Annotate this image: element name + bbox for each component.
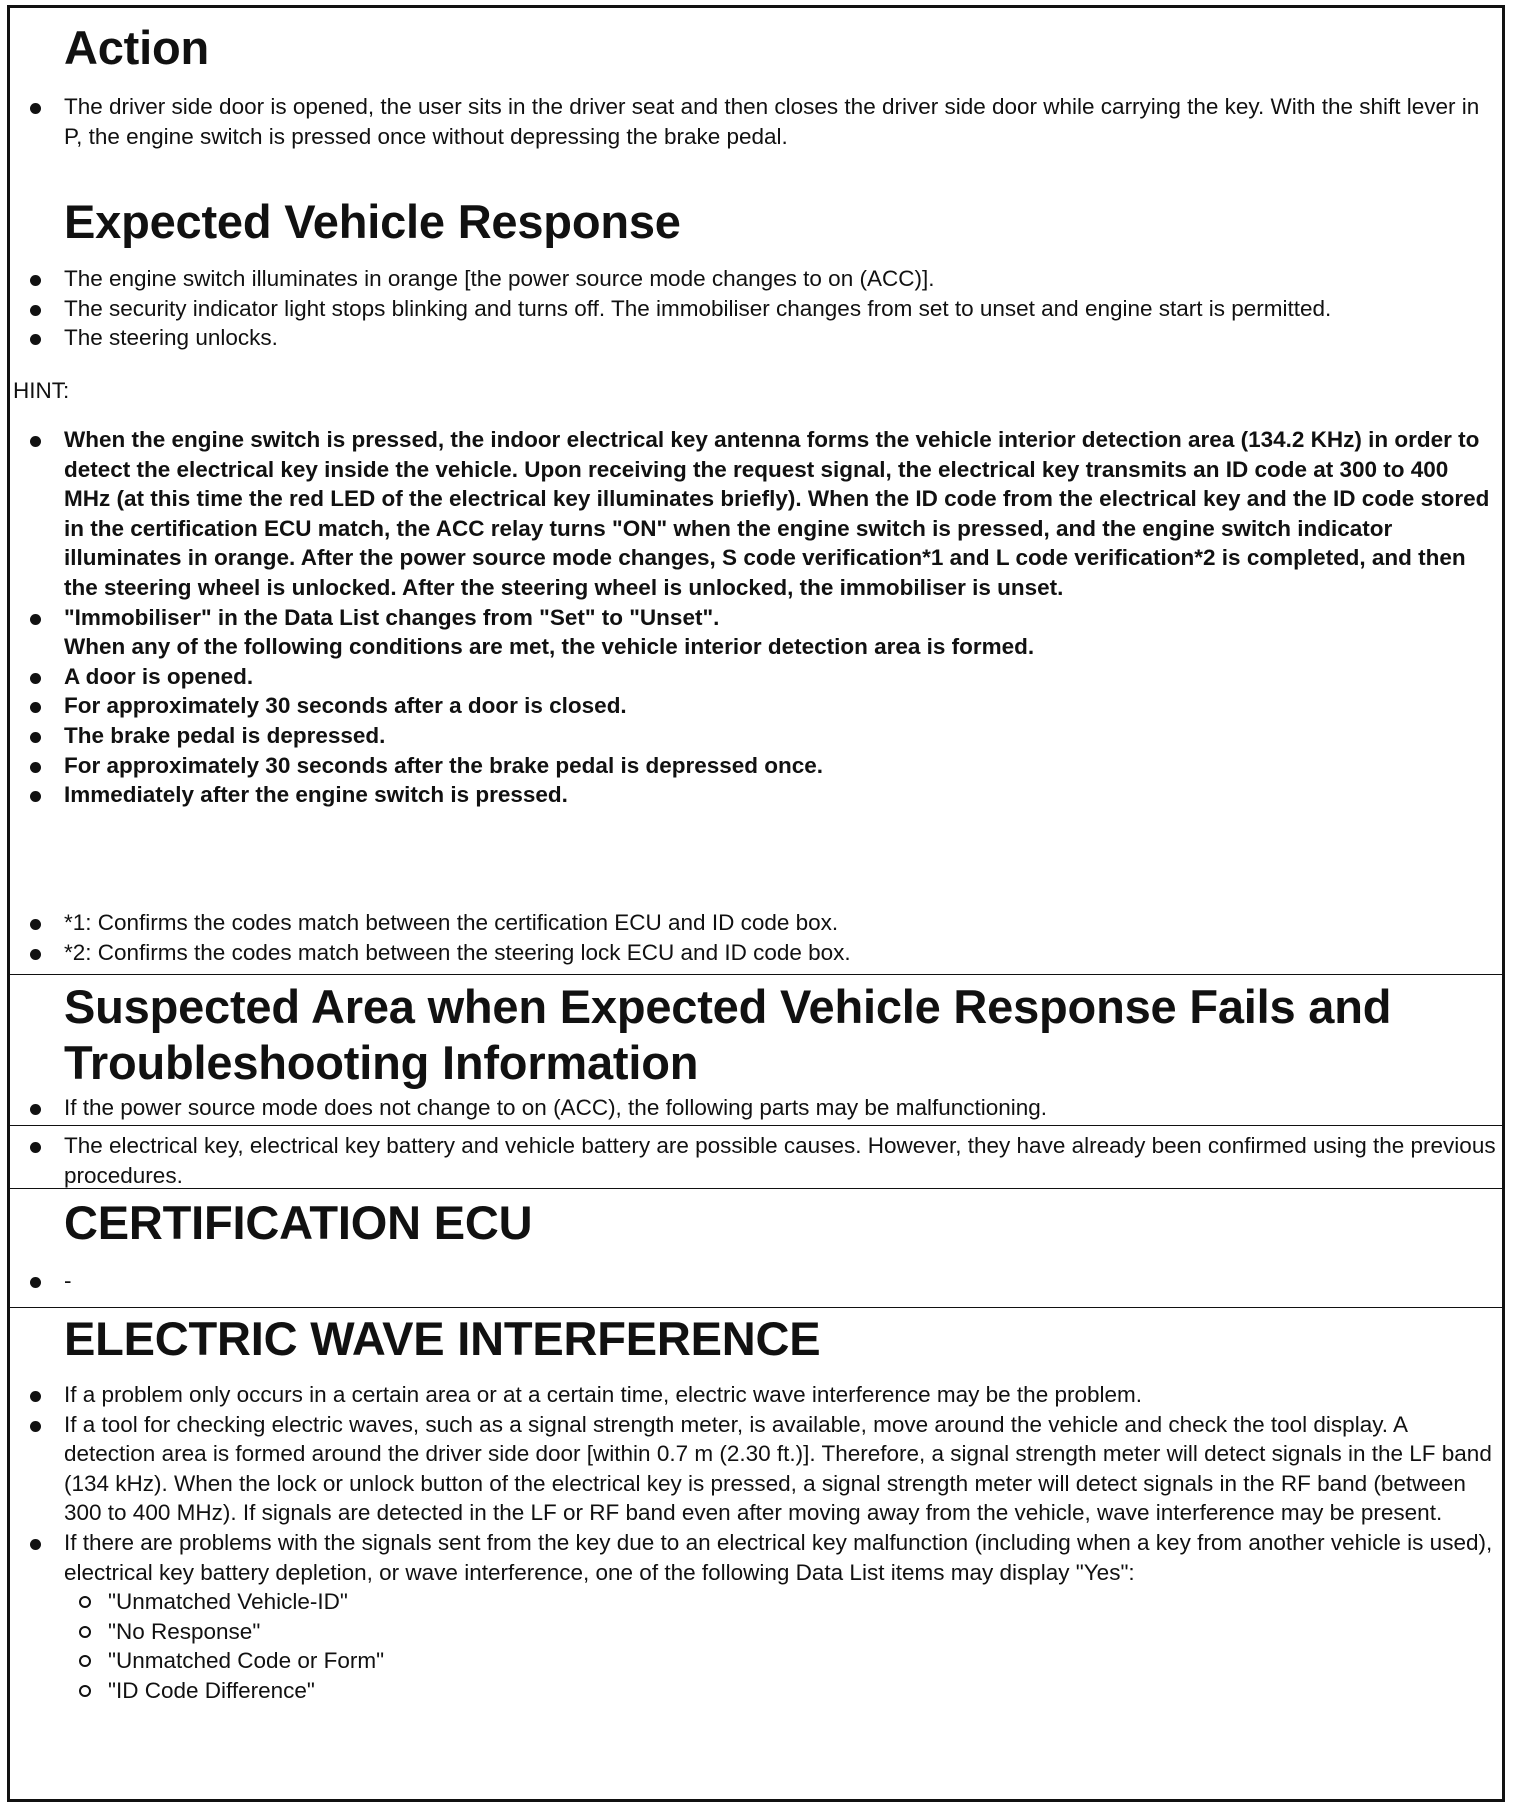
list-item bbox=[10, 603, 1502, 662]
list-item: For approximately 30 seconds after the brake pedal is depressed once. bbox=[10, 751, 1502, 781]
data-list-items bbox=[64, 1587, 1496, 1705]
list-item: If a problem only occurs in a certain area or at a certain time, electric wave interference may be the problem. bbox=[10, 1380, 1502, 1410]
suspected-causes-list bbox=[10, 1131, 1502, 1190]
footnote-item: *1: Confirms the codes match between the certification ECU and ID code box. bbox=[10, 908, 1502, 938]
list-item: If a tool for checking electric waves, such as a signal strength meter, is available, move around the vehicle and check the tool display. A detection area is formed around the driver side door [within 0.7 m (2.30 ft.)]. Therefore, a signal strength meter will detect signals in the LF band (134 kHz). When the lock or unlock button of the electrical key is pressed, a signal strength meter will detect signals in the RF band (between 300 to 400 MHz). If signals are detected in the LF or RF band even after moving away from the vehicle, wave interference may be present. bbox=[10, 1410, 1502, 1528]
action-heading: Action bbox=[64, 21, 210, 74]
list-item-text: If there are problems with the signals sent from the key due to an electrical key malfunction (including when a key from another vehicle is used), electrical key battery depletion, or wave interference, one of the following Data List items may display "Yes": bbox=[64, 1529, 1493, 1585]
list-item: - bbox=[10, 1266, 1502, 1296]
suspected-area-section bbox=[10, 974, 1502, 1125]
certification-ecu-section bbox=[10, 1188, 1502, 1307]
list-item: The brake pedal is depressed. bbox=[10, 721, 1502, 751]
document-frame bbox=[7, 5, 1505, 1802]
list-item: The security indicator light stops blinking and turns off. The immobiliser changes from set to unset and engine start is permitted. bbox=[10, 294, 1502, 324]
hint-item-line: "Immobiliser" in the Data List changes from "Set" to "Unset". bbox=[64, 604, 720, 630]
suspected-area-heading bbox=[10, 979, 1391, 1091]
list-item: Immediately after the engine switch is pressed. bbox=[10, 780, 1502, 810]
sub-list-item: "ID Code Difference" bbox=[64, 1676, 1496, 1706]
list-item: If the power source mode does not change to on (ACC), the following parts may be malfunctioning. bbox=[10, 1093, 1502, 1123]
electric-wave-list bbox=[10, 1380, 1502, 1706]
list-item: The steering unlocks. bbox=[10, 323, 1502, 353]
expected-response-heading: Expected Vehicle Response bbox=[64, 195, 681, 248]
list-item: For approximately 30 seconds after a door is closed. bbox=[10, 691, 1502, 721]
sub-list-item: "Unmatched Vehicle-ID" bbox=[64, 1587, 1496, 1617]
list-item: The driver side door is opened, the user sits in the driver seat and then closes the driver side door while carrying the key. With the shift lever in P, the engine switch is pressed once without depressing the brake pedal. bbox=[10, 92, 1502, 151]
list-item: When the engine switch is pressed, the indoor electrical key antenna forms the vehicle interior detection area (134.2 KHz) in order to detect the electrical key inside the vehicle. Upon receiving the request signal, the electrical key transmits an ID code at 300 to 400 MHz (at this time the red LED of the electrical key illuminates briefly). When the ID code from the electrical key and the ID code stored in the certification ECU match, the ACC relay turns "ON" when the engine switch is pressed, and the engine switch indicator illuminates in orange. After the power source mode changes, S code verification*1 and L code verification*2 is completed, and then the steering wheel is unlocked. After the steering wheel is unlocked, the immobiliser is unset. bbox=[10, 425, 1502, 603]
sub-list-item: "Unmatched Code or Form" bbox=[64, 1646, 1496, 1676]
suspected-causes-section bbox=[10, 1125, 1502, 1188]
suspected-area-list bbox=[10, 1093, 1502, 1123]
heading-line: Suspected Area when Expected Vehicle Response Fails and bbox=[64, 980, 1392, 1033]
certification-ecu-list bbox=[10, 1266, 1502, 1296]
list-item bbox=[10, 1528, 1502, 1706]
footnote-list bbox=[10, 908, 1502, 967]
list-item: The engine switch illuminates in orange [the power source mode changes to on (ACC)]. bbox=[10, 264, 1502, 294]
electric-wave-heading: ELECTRIC WAVE INTERFERENCE bbox=[64, 1312, 821, 1365]
hint-list bbox=[10, 425, 1502, 810]
sub-list-item: "No Response" bbox=[64, 1617, 1496, 1647]
list-item: The electrical key, electrical key battery and vehicle battery are possible causes. However, they have already been confirmed using the previous procedures. bbox=[10, 1131, 1502, 1190]
list-item: A door is opened. bbox=[10, 662, 1502, 692]
expected-response-section bbox=[10, 190, 1502, 974]
hint-label: HINT: bbox=[13, 378, 70, 403]
expected-response-list bbox=[10, 264, 1502, 353]
footnote-item: *2: Confirms the codes match between the steering lock ECU and ID code box. bbox=[10, 938, 1502, 968]
electric-wave-section bbox=[10, 1307, 1502, 1788]
action-section bbox=[10, 8, 1502, 190]
certification-ecu-heading: CERTIFICATION ECU bbox=[64, 1196, 533, 1249]
hint-item-line: When any of the following conditions are met, the vehicle interior detection area is formed. bbox=[64, 634, 1035, 660]
action-list bbox=[10, 92, 1502, 151]
heading-line: Troubleshooting Information bbox=[64, 1036, 699, 1089]
